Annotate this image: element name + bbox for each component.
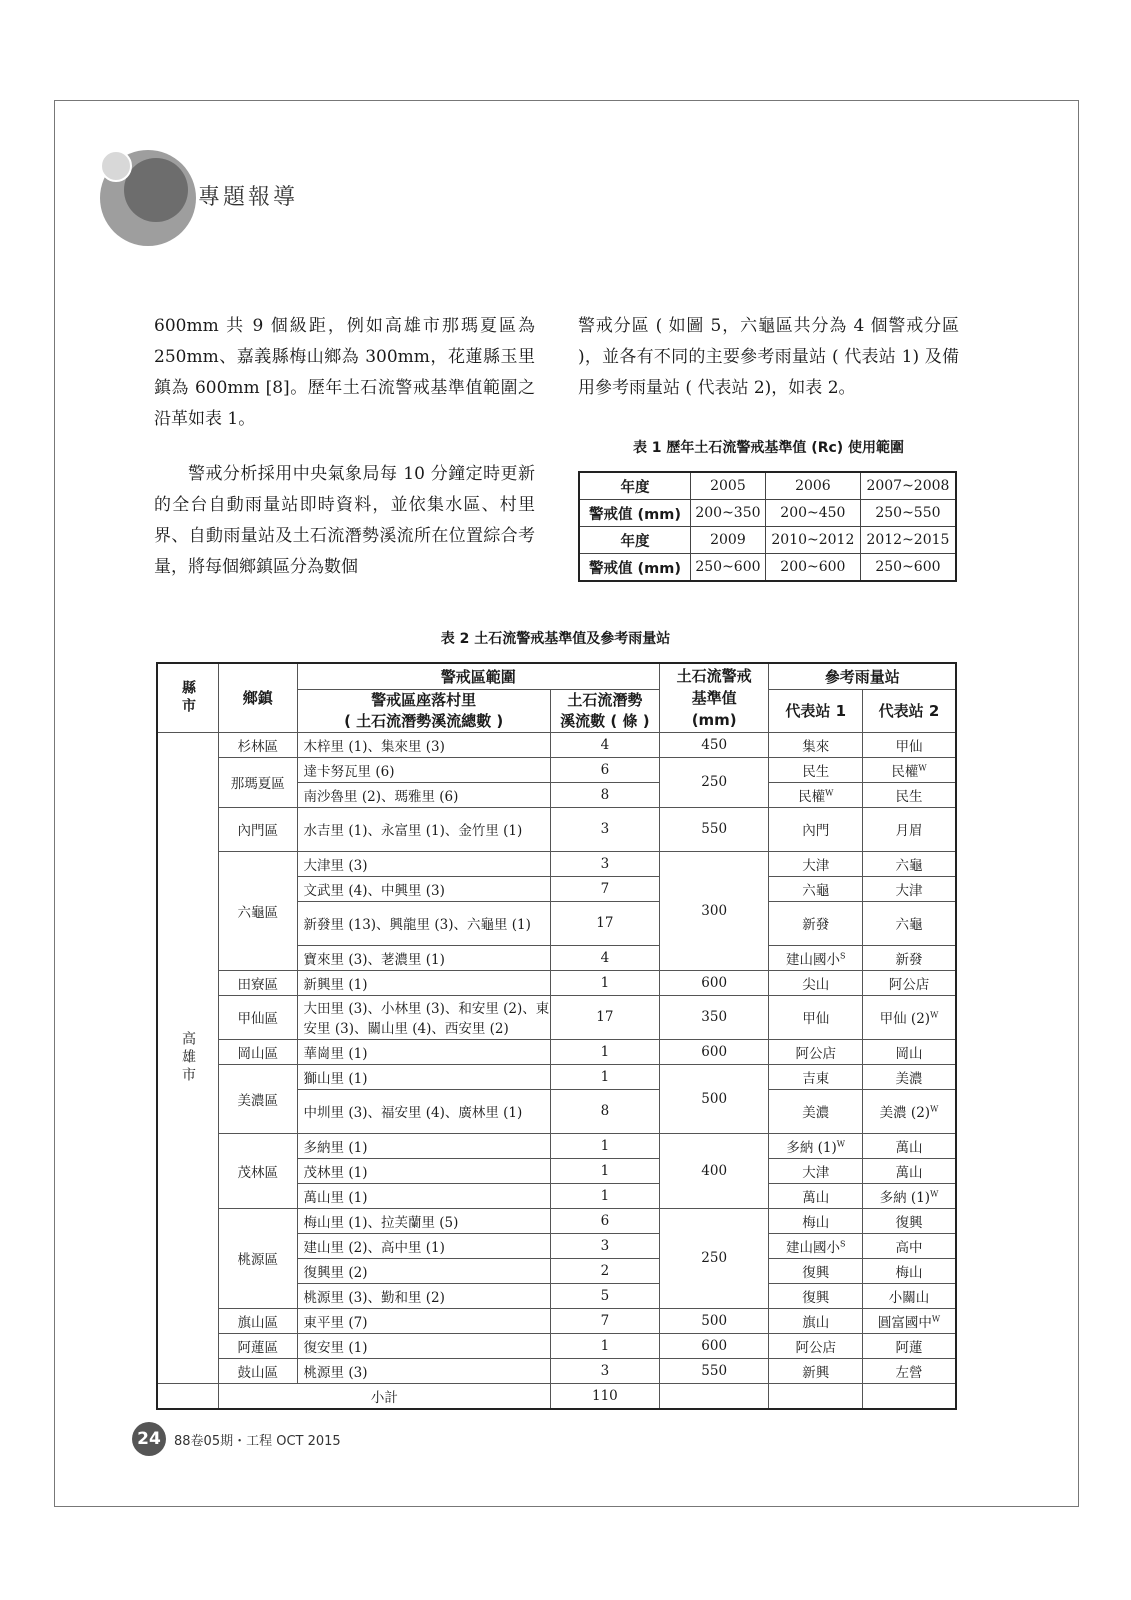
table1-row-label: 年度 bbox=[579, 527, 691, 554]
station-note-mark: W bbox=[931, 1314, 941, 1323]
county-header: 縣市 bbox=[157, 663, 219, 732]
table1-cell: 200~350 bbox=[691, 500, 766, 527]
villages-cell: 復安里 (1) bbox=[297, 1333, 550, 1358]
stream-count-cell: 1 bbox=[550, 1133, 659, 1158]
station1-cell: 大津 bbox=[769, 851, 863, 876]
station2-cell: 新發 bbox=[862, 945, 956, 970]
villages-cell: 桃源里 (3) bbox=[297, 1358, 550, 1383]
stream-count-cell: 4 bbox=[550, 732, 659, 757]
threshold-cell: 550 bbox=[659, 1358, 769, 1383]
station2-cell: 圓富國中$^W$ bbox=[862, 1308, 956, 1333]
stream-count-cell: 3 bbox=[550, 851, 659, 876]
right-column bbox=[578, 311, 959, 404]
stream-count-cell: 5 bbox=[550, 1283, 659, 1308]
station1-cell: 尖山 bbox=[769, 970, 863, 995]
station2-cell: 美濃 $(2)^W$ bbox=[862, 1089, 956, 1133]
station2-cell: 阿公店 bbox=[862, 970, 956, 995]
villages-cell: 復興里 (2) bbox=[297, 1258, 550, 1283]
subtotal-label: 小計 bbox=[219, 1383, 551, 1409]
table-row bbox=[157, 1208, 956, 1233]
station2-cell: 復興 bbox=[862, 1208, 956, 1233]
station2-cell: 萬山 bbox=[862, 1133, 956, 1158]
table1-row-label: 年度 bbox=[579, 472, 691, 500]
station1-cell: 多納 $(1)^W$ bbox=[769, 1133, 863, 1158]
table2-caption: 表 2 土石流警戒基準值及參考雨量站 bbox=[440, 631, 671, 647]
station2-cell: 多納 $(1)^W$ bbox=[862, 1183, 956, 1208]
station2-cell: 六龜 bbox=[862, 901, 956, 945]
station-note-mark: S bbox=[839, 1239, 846, 1248]
villages-cell: 大津里 (3) bbox=[297, 851, 550, 876]
stream-count-cell: 7 bbox=[550, 876, 659, 901]
page-footer bbox=[132, 1422, 341, 1456]
station2-cell: 民生 bbox=[862, 782, 956, 807]
stream-count-cell: 17 bbox=[550, 901, 659, 945]
stream-count-cell: 6 bbox=[550, 1208, 659, 1233]
threshold-cell: 500 bbox=[659, 1064, 769, 1133]
table1-cell: 2009 bbox=[691, 527, 766, 554]
villages-cell: 水吉里 (1)、永富里 (1)、金竹里 (1) bbox=[297, 807, 550, 851]
stream-count-cell: 8 bbox=[550, 1089, 659, 1133]
station2-cell: 甲仙 $(2)^W$ bbox=[862, 995, 956, 1039]
table1-row-label: 警戒值 (mm) bbox=[579, 554, 691, 582]
station1-cell: 復興 bbox=[769, 1258, 863, 1283]
table1-row-label: 警戒值 (mm) bbox=[579, 500, 691, 527]
county-name: 高雄市 bbox=[157, 732, 219, 1383]
table1-row bbox=[579, 527, 956, 554]
station-note-mark: W bbox=[836, 1139, 846, 1148]
page-number: 24 bbox=[132, 1422, 166, 1456]
table1-cell: 200~600 bbox=[765, 554, 860, 582]
section-title: 專題報導 bbox=[198, 185, 299, 210]
stream-count-cell: 6 bbox=[550, 757, 659, 782]
table1 bbox=[578, 471, 957, 582]
stream-count-cell: 1 bbox=[550, 1039, 659, 1064]
villages-header: 警戒區座落村里 ( 土石流潛勢溪流總數 ) bbox=[297, 689, 550, 732]
villages-cell: 東平里 (7) bbox=[297, 1308, 550, 1333]
station-note-mark: W bbox=[930, 1189, 939, 1198]
station1-cell: 吉東 bbox=[769, 1064, 863, 1089]
station1-cell: 萬山 bbox=[769, 1183, 863, 1208]
town-name: 岡山區 bbox=[219, 1039, 298, 1064]
station1-cell: 阿公店 bbox=[769, 1333, 863, 1358]
table1-cell: 2010~2012 bbox=[765, 527, 860, 554]
villages-cell: 新興里 (1) bbox=[297, 970, 550, 995]
threshold-cell: 600 bbox=[659, 970, 769, 995]
villages-cell: 木梓里 (1)、集來里 (3) bbox=[297, 732, 550, 757]
stream-count-cell: 4 bbox=[550, 945, 659, 970]
town-name: 杉林區 bbox=[219, 732, 298, 757]
town-name: 旗山區 bbox=[219, 1308, 298, 1333]
stream-count-cell: 17 bbox=[550, 995, 659, 1039]
table1-cell: 250~550 bbox=[860, 500, 956, 527]
stream-count-cell: 1 bbox=[550, 970, 659, 995]
town-name: 桃源區 bbox=[219, 1208, 298, 1308]
station2-cell: 阿蓮 bbox=[862, 1333, 956, 1358]
table1-cell: 250~600 bbox=[860, 554, 956, 582]
table-row bbox=[157, 1133, 956, 1158]
station-note-mark: W bbox=[930, 1104, 939, 1114]
villages-cell: 梅山里 (1)、拉芙蘭里 (5) bbox=[297, 1208, 550, 1233]
town-name: 六龜區 bbox=[219, 851, 298, 970]
station1-cell: 復興 bbox=[769, 1283, 863, 1308]
town-name: 甲仙區 bbox=[219, 995, 298, 1039]
station2-cell: 高中 bbox=[862, 1233, 956, 1258]
table-row bbox=[157, 757, 956, 782]
station2-cell: 甲仙 bbox=[862, 732, 956, 757]
right-paragraph-1: 警戒分區 ( 如圖 5，六龜區共分為 4 個警戒分區 )，並各有不同的主要參考雨量站 ( 代表站 1) 及備用參考雨量站 ( 代表站 2)，如表 2。 bbox=[578, 316, 959, 398]
station2-cell: 月眉 bbox=[862, 807, 956, 851]
villages-cell: 多納里 (1) bbox=[297, 1133, 550, 1158]
villages-cell: 南沙魯里 (2)、瑪雅里 (6) bbox=[297, 782, 550, 807]
table-row bbox=[157, 732, 956, 757]
villages-cell: 萬山里 (1) bbox=[297, 1183, 550, 1208]
subtotal-value: 110 bbox=[550, 1383, 659, 1409]
table1-cell: 2007~2008 bbox=[860, 472, 956, 500]
station2-cell: 萬山 bbox=[862, 1158, 956, 1183]
stream-count-cell: 1 bbox=[550, 1333, 659, 1358]
station-note-mark: S bbox=[839, 951, 846, 960]
stream-count-cell: 1 bbox=[550, 1064, 659, 1089]
station1-cell: 集來 bbox=[769, 732, 863, 757]
villages-cell: 華崗里 (1) bbox=[297, 1039, 550, 1064]
station2-cell: 六龜 bbox=[862, 851, 956, 876]
villages-cell: 新發里 (13)、興龍里 (3)、六龜里 (1) bbox=[297, 901, 550, 945]
station-note-mark: W bbox=[825, 788, 834, 797]
station1-cell: 內門 bbox=[769, 807, 863, 851]
villages-cell: 桃源里 (3)、勤和里 (2) bbox=[297, 1283, 550, 1308]
station2-cell: 岡山 bbox=[862, 1039, 956, 1064]
table1-row bbox=[579, 554, 956, 582]
town-name: 美濃區 bbox=[219, 1064, 298, 1133]
threshold-cell: 250 bbox=[659, 757, 769, 807]
villages-cell: 大田里 (3)、小林里 (3)、和安里 (2)、東安里 (3)、關山里 (4)、西安里 (2) bbox=[297, 995, 550, 1039]
stream-count-cell: 1 bbox=[550, 1183, 659, 1208]
station-note-mark: W bbox=[918, 763, 927, 772]
stream-count-cell: 2 bbox=[550, 1258, 659, 1283]
table-row bbox=[157, 1358, 956, 1383]
threshold-cell: 600 bbox=[659, 1333, 769, 1358]
station1-header: 代表站 1 bbox=[769, 689, 863, 732]
villages-cell: 建山里 (2)、高中里 (1) bbox=[297, 1233, 550, 1258]
station-note-mark: W bbox=[930, 1010, 939, 1020]
threshold-cell: 550 bbox=[659, 807, 769, 851]
stream-count-cell: 3 bbox=[550, 1358, 659, 1383]
station2-cell: 左營 bbox=[862, 1358, 956, 1383]
threshold-cell: 600 bbox=[659, 1039, 769, 1064]
streams-header: 土石流潛勢 溪流數 ( 條 ) bbox=[550, 689, 659, 732]
left-paragraph-1: 600mm 共 9 個級距，例如高雄市那瑪夏區為 250mm、嘉義縣梅山鄉為 300mm，花蓮縣玉里鎮為 600mm [8]。歷年土石流警戒基準值範圍之沿革如表 1。 bbox=[154, 316, 535, 429]
villages-cell: 寶來里 (3)、荖濃里 (1) bbox=[297, 945, 550, 970]
table-row bbox=[157, 995, 956, 1039]
station1-cell: 建山國小$^S$ bbox=[769, 945, 863, 970]
station1-cell: 六龜 bbox=[769, 876, 863, 901]
station1-cell: 阿公店 bbox=[769, 1039, 863, 1064]
station2-cell: 小關山 bbox=[862, 1283, 956, 1308]
table-row bbox=[157, 970, 956, 995]
station2-cell: 梅山 bbox=[862, 1258, 956, 1283]
villages-cell: 文武里 (4)、中興里 (3) bbox=[297, 876, 550, 901]
station1-cell: 大津 bbox=[769, 1158, 863, 1183]
left-paragraph-2: 警戒分析採用中央氣象局每 10 分鐘定時更新的全台自動雨量站即時資料，並依集水區、村里界、自動雨量站及土石流潛勢溪流所在位置綜合考量，將每個鄉鎮區分為數個 bbox=[154, 464, 535, 577]
town-name: 阿蓮區 bbox=[219, 1333, 298, 1358]
table1-cell: 2006 bbox=[765, 472, 860, 500]
table1-cell: 200~450 bbox=[765, 500, 860, 527]
threshold-header: 土石流警戒 基準值 (mm) bbox=[659, 663, 769, 732]
town-name: 鼓山區 bbox=[219, 1358, 298, 1383]
station1-cell: 建山國小$^S$ bbox=[769, 1233, 863, 1258]
issue-info: 88卷05期・工程 OCT 2015 bbox=[174, 1433, 341, 1449]
station1-cell: 梅山 bbox=[769, 1208, 863, 1233]
stream-count-cell: 3 bbox=[550, 1233, 659, 1258]
town-name: 那瑪夏區 bbox=[219, 757, 298, 807]
station2-header: 代表站 2 bbox=[862, 689, 956, 732]
station1-cell: 美濃 bbox=[769, 1089, 863, 1133]
threshold-cell: 450 bbox=[659, 732, 769, 757]
threshold-cell: 400 bbox=[659, 1133, 769, 1208]
threshold-cell: 350 bbox=[659, 995, 769, 1039]
table1-cell: 2005 bbox=[691, 472, 766, 500]
threshold-cell: 250 bbox=[659, 1208, 769, 1308]
stream-count-cell: 1 bbox=[550, 1158, 659, 1183]
table-row bbox=[157, 1039, 956, 1064]
station1-cell: 民生 bbox=[769, 757, 863, 782]
station1-cell: 旗山 bbox=[769, 1308, 863, 1333]
villages-cell: 中圳里 (3)、福安里 (4)、廣林里 (1) bbox=[297, 1089, 550, 1133]
left-column bbox=[154, 311, 535, 583]
table-row bbox=[157, 1308, 956, 1333]
town-name: 田寮區 bbox=[219, 970, 298, 995]
range-header: 警戒區範圍 bbox=[297, 663, 659, 689]
station1-cell: 新興 bbox=[769, 1358, 863, 1383]
table1-cell: 250~600 bbox=[691, 554, 766, 582]
stations-header: 參考雨量站 bbox=[769, 663, 956, 689]
table-row bbox=[157, 1064, 956, 1089]
station2-cell: 大津 bbox=[862, 876, 956, 901]
villages-cell: 獅山里 (1) bbox=[297, 1064, 550, 1089]
stream-count-cell: 3 bbox=[550, 807, 659, 851]
station1-cell: 甲仙 bbox=[769, 995, 863, 1039]
station2-cell: 美濃 bbox=[862, 1064, 956, 1089]
table-row bbox=[157, 851, 956, 876]
station1-cell: 新發 bbox=[769, 901, 863, 945]
station2-cell: 民權$^W$ bbox=[862, 757, 956, 782]
table2 bbox=[156, 662, 957, 1410]
town-name: 內門區 bbox=[219, 807, 298, 851]
threshold-cell: 500 bbox=[659, 1308, 769, 1333]
section-logo bbox=[100, 150, 196, 246]
villages-cell: 達卡努瓦里 (6) bbox=[297, 757, 550, 782]
threshold-cell: 300 bbox=[659, 851, 769, 970]
subtotal-row bbox=[157, 1383, 956, 1409]
town-header: 鄉鎮 bbox=[219, 663, 298, 732]
table1-row bbox=[579, 500, 956, 527]
villages-cell: 茂林里 (1) bbox=[297, 1158, 550, 1183]
table-row bbox=[157, 1333, 956, 1358]
table1-caption: 表 1 歷年土石流警戒基準值 (Rc) 使用範圍 bbox=[632, 440, 905, 456]
table1-row bbox=[579, 472, 956, 500]
stream-count-cell: 7 bbox=[550, 1308, 659, 1333]
table-row bbox=[157, 807, 956, 851]
station1-cell: 民權$^W$ bbox=[769, 782, 863, 807]
table1-cell: 2012~2015 bbox=[860, 527, 956, 554]
stream-count-cell: 8 bbox=[550, 782, 659, 807]
town-name: 茂林區 bbox=[219, 1133, 298, 1208]
